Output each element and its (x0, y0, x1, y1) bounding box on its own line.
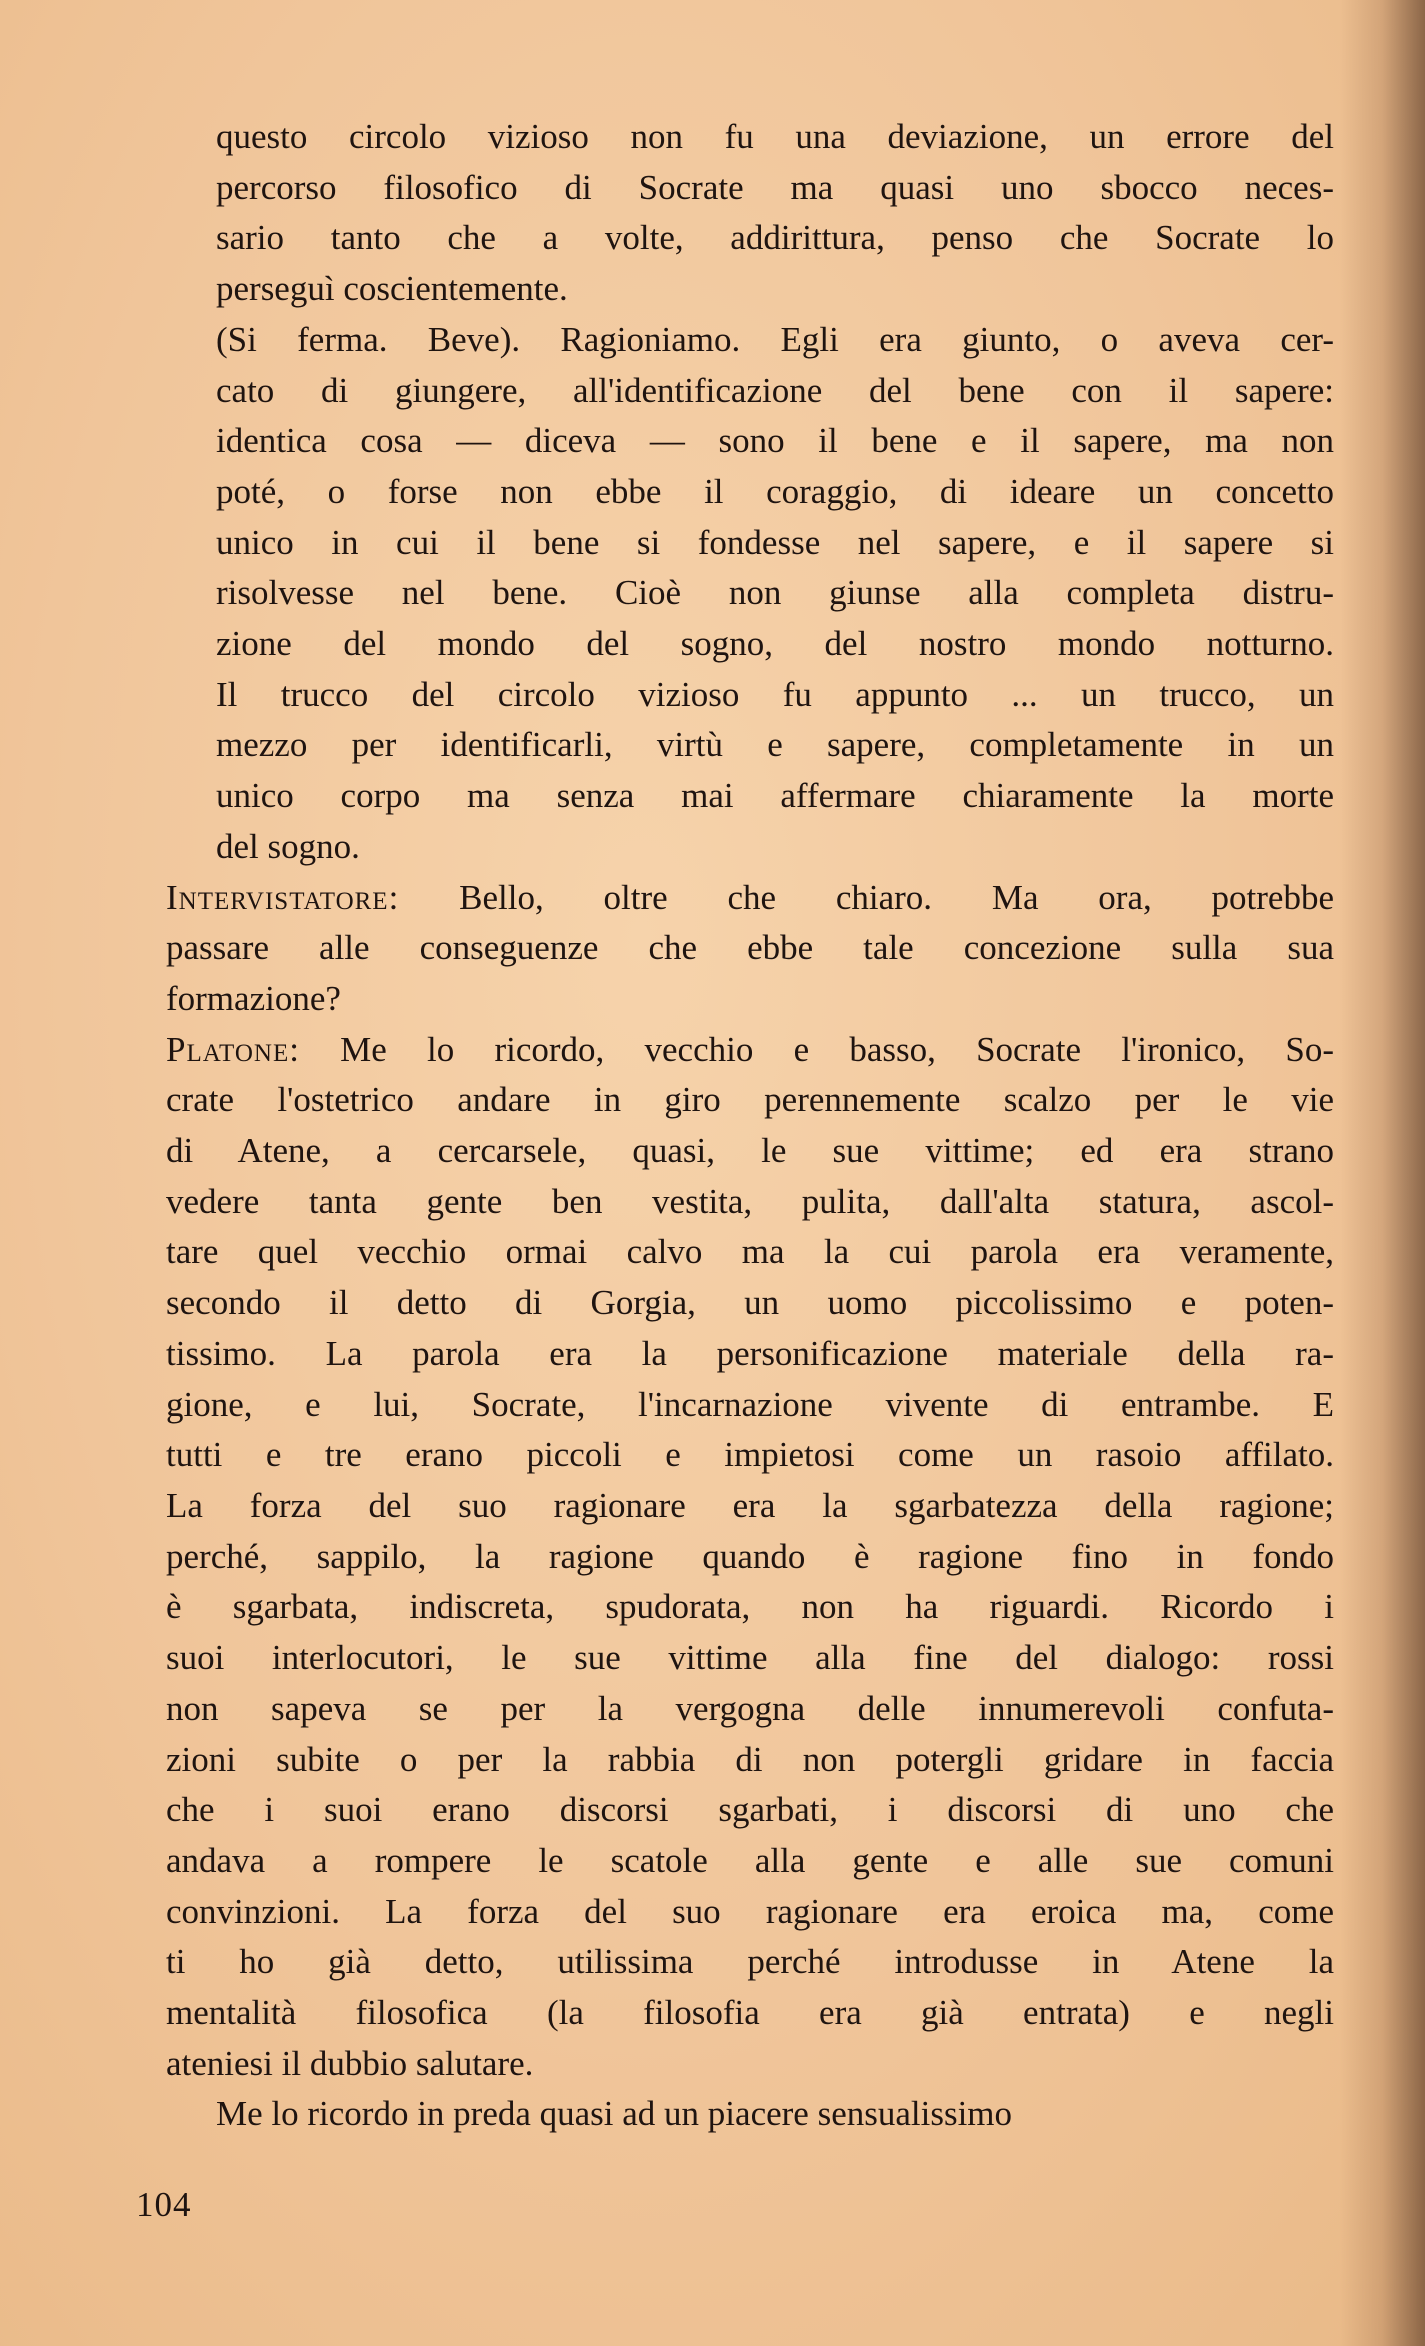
text-line: percorso filosofico di Socrate ma quasi uno sbocco neces- (216, 167, 1334, 207)
text-line: tare quel vecchio ormai calvo ma la cui parola era veramente, (166, 1232, 1334, 1272)
text-line: è sgarbata, indiscreta, spudorata, non ha riguardi. Ricordo i (166, 1587, 1334, 1627)
dialogue-paragraph (166, 873, 1334, 1025)
text-line: non sapeva se per la vergogna delle innumerevoli confuta- (166, 1688, 1334, 1728)
text-line: gione, e lui, Socrate, l'incarnazione vivente di entrambe. E (166, 1384, 1334, 1424)
text-line: che i suoi erano discorsi sgarbati, i discorsi di uno che (166, 1790, 1334, 1830)
dialogue-paragraph (166, 1025, 1334, 2090)
text-line: di Atene, a cercarsele, quasi, le sue vittime; ed era strano (166, 1131, 1334, 1171)
text-line: ti ho già detto, utilissima perché introdusse in Atene la (166, 1942, 1334, 1982)
text-line: mezzo per identificarli, virtù e sapere, completamente in un (216, 725, 1334, 765)
text-paragraph (166, 2089, 1334, 2140)
text-line: zioni subite o per la rabbia di non potergli gridare in faccia (166, 1739, 1334, 1779)
text-line: questo circolo vizioso non fu una deviazione, un errore del (216, 117, 1334, 156)
text-line: secondo il detto di Gorgia, un uomo piccolissimo e poten- (166, 1283, 1334, 1323)
text-line: del sogno. (216, 826, 360, 866)
text-line: Il trucco del circolo vizioso fu appunto ... un trucco, un (216, 674, 1334, 714)
text-line: perseguì coscientemente. (216, 269, 568, 309)
page-number: 104 (136, 2185, 192, 2224)
text-line: risolvesse nel bene. Cioè non giunse alla completa distru- (216, 573, 1334, 613)
text-paragraph (166, 315, 1334, 873)
body-text (166, 112, 1334, 2140)
speaker-name: Platone: (166, 1029, 300, 1069)
text-line: perché, sappilo, la ragione quando è ragione fino in fondo (166, 1536, 1334, 1576)
text-line (166, 873, 1334, 924)
text-line: (Si ferma. Beve). Ragioniamo. Egli era giunto, o aveva cer- (216, 319, 1334, 359)
text-line: crate l'ostetrico andare in giro perennemente scalzo per le vie (166, 1080, 1334, 1120)
text-line (166, 1025, 1334, 1076)
speech-text: Bello, oltre che chiaro. Ma ora, potrebbe (399, 877, 1334, 917)
text-line: suoi interlocutori, le sue vittime alla fine del dialogo: rossi (166, 1638, 1334, 1678)
text-line: andava a rompere le scatole alla gente e alle sue comuni (166, 1840, 1334, 1880)
text-line: tissimo. La parola era la personificazione materiale della ra- (166, 1333, 1334, 1373)
text-line: La forza del suo ragionare era la sgarbatezza della ragione; (166, 1485, 1334, 1525)
text-line: vedere tanta gente ben vestita, pulita, dall'alta statura, ascol- (166, 1181, 1334, 1221)
text-line: tutti e tre erano piccoli e impietosi come un rasoio affilato. (166, 1435, 1334, 1475)
text-line: Me lo ricordo in preda quasi ad un piacere sensualissimo (216, 2094, 1013, 2134)
text-line: zione del mondo del sogno, del nostro mondo notturno. (216, 624, 1334, 664)
speaker-name: Intervistatore: (166, 877, 400, 917)
text-line: formazione? (166, 978, 341, 1018)
speech-text: Me lo ricordo, vecchio e basso, Socrate l'ironico, So- (299, 1029, 1334, 1069)
text-line: cato di giungere, all'identificazione del bene con il sapere: (216, 370, 1334, 410)
text-line: identica cosa — diceva — sono il bene e il sapere, ma non (216, 421, 1334, 461)
text-paragraph (166, 112, 1334, 315)
text-line: ateniesi il dubbio salutare. (166, 2043, 534, 2083)
text-line: unico in cui il bene si fondesse nel sapere, e il sapere si (216, 522, 1334, 562)
text-line: unico corpo ma senza mai affermare chiaramente la morte (216, 776, 1334, 816)
text-line: sario tanto che a volte, addirittura, penso che Socrate lo (216, 218, 1334, 258)
text-line: poté, o forse non ebbe il coraggio, di ideare un concetto (216, 471, 1334, 511)
text-line: mentalità filosofica (la filosofia era già entrata) e negli (166, 1993, 1334, 2033)
text-line: convinzioni. La forza del suo ragionare era eroica ma, come (166, 1891, 1334, 1931)
text-line: passare alle conseguenze che ebbe tale concezione sulla sua (166, 928, 1334, 968)
